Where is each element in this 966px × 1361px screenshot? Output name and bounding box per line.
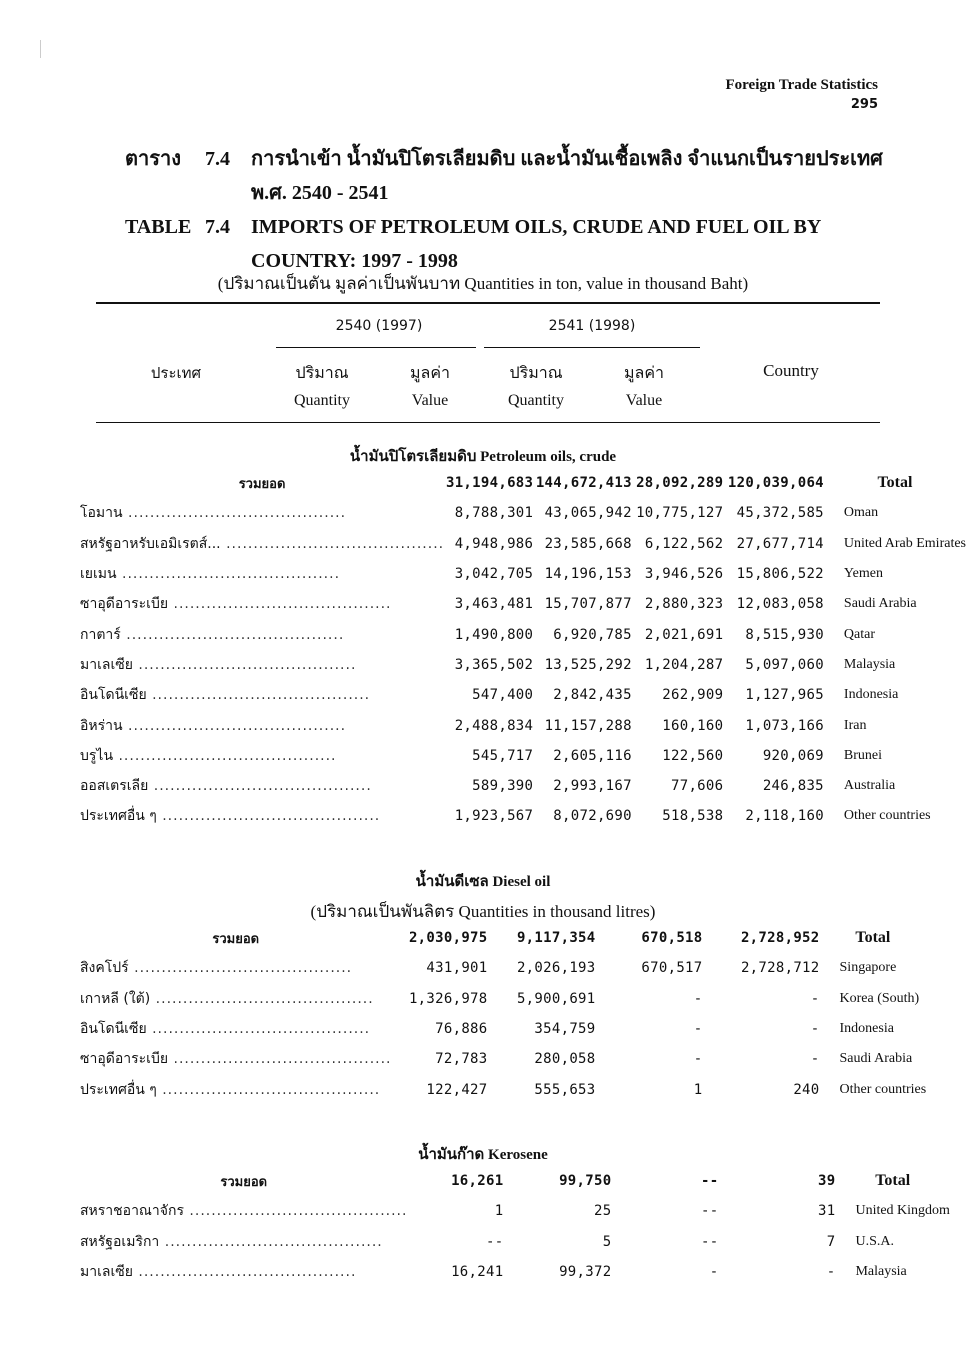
country-en-cell: United Arab Emirates — [843, 535, 966, 551]
quantity-1997-cell: 31,194,683 — [445, 475, 534, 492]
country-en-header: Country — [763, 361, 819, 380]
quantity-1998-cell: 2,880,323 — [644, 596, 724, 613]
quantity-1997-cell: -- — [485, 1233, 504, 1250]
value-1997-cell: 354,759 — [534, 1021, 596, 1038]
country-th-cell — [80, 771, 444, 801]
value-1998-cell: 2,118,160 — [745, 808, 824, 825]
leader-dots: ........................................ — [168, 1051, 392, 1068]
table-row — [80, 710, 966, 740]
quantity-1998-cell: -- — [700, 1233, 719, 1250]
quantity-1997-cell: 1,923,567 — [454, 808, 534, 825]
table-row — [80, 559, 966, 589]
country-th-cell — [80, 529, 444, 559]
quantity-1997-cell: 122,427 — [426, 1081, 488, 1098]
qty-th-label: ปริมาณ — [295, 365, 349, 382]
qty-en-label: Quantity — [294, 392, 350, 409]
thai-title-row2 — [125, 176, 885, 210]
table-row — [80, 741, 966, 771]
quantity-1997-cell: 589,390 — [472, 778, 534, 795]
value-1998-cell: - — [810, 1021, 820, 1038]
leader-dots: ........................................ — [183, 1203, 408, 1220]
table-row — [80, 1257, 950, 1287]
leader-dots: ........................................ — [146, 687, 371, 704]
table-row — [80, 680, 966, 710]
quantity-1998-cell: 670,518 — [641, 930, 703, 947]
value-1998-cell: 45,372,585 — [736, 505, 824, 522]
value-1997-cell: 8,072,690 — [553, 808, 632, 825]
country-en-cell: Qatar — [843, 626, 876, 642]
thai-table-label: ตาราง — [125, 148, 181, 170]
quantity-1998-cell: 6,122,562 — [644, 535, 724, 552]
value-1998-cell: 5,097,060 — [745, 656, 824, 673]
country-en-cell: Brunei — [843, 747, 883, 763]
value-1997-cell: 14,196,153 — [544, 566, 632, 583]
thai-table-number: 7.4 — [205, 148, 230, 170]
country-th-cell — [80, 741, 444, 771]
leader-dots: ........................................ — [128, 960, 353, 977]
value-1998-cell: 920,069 — [762, 747, 824, 764]
val-th-label: มูลค่า — [623, 365, 665, 382]
header-bottom-rule — [96, 422, 880, 423]
leader-dots: ........................................ — [150, 990, 374, 1007]
value-1997-cell: 2,605,116 — [553, 747, 632, 764]
year-1998-underline — [484, 347, 700, 348]
value-1997-cell: 13,525,292 — [544, 656, 632, 673]
leader-dots: ........................................ — [168, 596, 392, 613]
country-th-label: อินโดนีเซีย — [80, 687, 147, 704]
year-1998-header: 2541 (1998) — [548, 318, 636, 334]
country-th-cell — [80, 650, 444, 680]
quantity-1998-cell: -- — [700, 1203, 719, 1220]
quantity-1997-cell: 1,326,978 — [408, 990, 488, 1007]
total-row — [80, 1166, 950, 1196]
quantity-1997-cell: 1,490,800 — [454, 626, 534, 643]
country-en-cell: Australia — [843, 778, 896, 794]
country-th-header: ประเทศ — [150, 364, 202, 382]
country-th-label: สหราชอาณาจักร — [80, 1203, 184, 1220]
country-th-label: มาเลเซีย — [80, 1264, 133, 1281]
section-title-diesel: น้ำมันดีเซล Diesel oil — [415, 874, 551, 890]
table-row — [80, 498, 966, 528]
val-en-label: Value — [411, 392, 449, 409]
table-row — [80, 1227, 950, 1257]
country-en-cell: Indonesia — [839, 1021, 894, 1037]
country-th-label: ประเทศอื่น ๆ — [80, 1081, 157, 1098]
scan-mark — [40, 40, 41, 58]
english-table-number: 7.4 — [205, 216, 230, 238]
table-row — [80, 650, 966, 680]
quantity-1998-cell: - — [693, 990, 703, 1007]
country-en-cell: Yemen — [843, 566, 883, 582]
value-1997-cell: 43,065,942 — [544, 505, 632, 522]
country-en-cell: Malaysia — [843, 656, 896, 672]
value-1998-cell: 246,835 — [762, 778, 824, 795]
country-th-label: ออสเตรเลีย — [80, 778, 149, 795]
quantity-1998-cell: - — [693, 1021, 703, 1038]
quantity-1997-cell: 3,365,502 — [454, 656, 534, 673]
leader-dots: ........................................ — [156, 808, 381, 825]
value-1997-cell: 99,372 — [559, 1264, 612, 1281]
value-1997-cell: 555,653 — [534, 1081, 596, 1098]
value-1998-cell: - — [810, 990, 820, 1007]
leader-dots: ........................................ — [148, 778, 372, 795]
english-title-line1: IMPORTS OF PETROLEUM OILS, CRUDE AND FUEL OIL BY — [251, 216, 822, 238]
table-row — [80, 1074, 926, 1104]
thai-title-line2: พ.ศ. 2540 - 2541 — [251, 182, 389, 204]
country-en-cell: U.S.A. — [855, 1233, 894, 1249]
value-1997-cell: 99,750 — [559, 1173, 612, 1190]
quantity-1997-cell: 76,886 — [435, 1021, 488, 1038]
table-row — [80, 1044, 926, 1074]
quantity-1998-cell: 262,909 — [662, 687, 724, 704]
quantity-1998-cell: 2,021,691 — [644, 626, 724, 643]
quantity-1998-cell: 1,204,287 — [644, 656, 724, 673]
quantity-1998-cell: 10,775,127 — [636, 505, 724, 522]
country-th-label: เกาหลี (ใต้) — [80, 990, 151, 1007]
country-th-label: มาเลเซีย — [80, 656, 133, 673]
country-en-cell: United Kingdom — [855, 1203, 950, 1219]
value-1997-cell: 15,707,877 — [544, 596, 632, 613]
value-1997-cell: 144,672,413 — [535, 475, 632, 492]
val-1998-header — [598, 361, 690, 410]
leader-dots: ........................................ — [132, 1264, 357, 1281]
country-th-cell — [80, 619, 444, 649]
leader-dots: ........................................ — [122, 505, 347, 522]
value-1998-cell: 31 — [817, 1203, 836, 1220]
quantity-1997-cell: 72,783 — [435, 1051, 488, 1068]
country-en-cell: Other countries — [839, 1081, 927, 1097]
country-en-cell: Indonesia — [843, 687, 899, 703]
country-en-cell: Oman — [843, 505, 879, 521]
quantity-1997-cell: 547,400 — [472, 687, 534, 704]
table-title — [125, 142, 885, 278]
thai-title-line1: การนำเข้า น้ำมันปิโตรเลียมดิบ และน้ำมันเชื้อเพลิง จำแนกเป็นรายประเทศ — [251, 148, 883, 170]
country-th-label: บรูไน — [80, 747, 114, 764]
value-1998-cell: - — [826, 1264, 836, 1281]
quantity-1998-cell: - — [709, 1264, 719, 1281]
country-en-cell: Total — [877, 474, 913, 492]
value-1998-cell: 15,806,522 — [736, 566, 824, 583]
table-row — [80, 984, 926, 1014]
country-th-cell — [80, 1044, 392, 1074]
country-th-cell — [80, 1227, 407, 1257]
quantity-1998-cell: 518,538 — [662, 808, 724, 825]
leader-dots: ........................................ — [120, 626, 345, 643]
country-en-cell: Total — [855, 929, 891, 947]
page-number: 295 — [850, 97, 878, 112]
country-th-label: อิหร่าน — [80, 717, 123, 734]
value-1998-cell: 120,039,064 — [727, 475, 824, 492]
qty-1997-header — [276, 361, 368, 410]
country-th-cell — [80, 1257, 407, 1287]
country-th-cell — [80, 1074, 392, 1104]
table-row — [80, 589, 966, 619]
leader-dots: ........................................ — [122, 717, 347, 734]
leader-dots: ........................................ — [146, 1021, 371, 1038]
thai-title-row — [125, 142, 885, 176]
country-th-cell — [80, 953, 392, 983]
quantity-1997-cell: 4,948,986 — [454, 535, 534, 552]
quantity-1997-cell: 2,030,975 — [408, 930, 488, 947]
leader-dots: ........................................ — [132, 656, 357, 673]
value-1998-cell: 12,083,058 — [736, 596, 824, 613]
value-1998-cell: 8,515,930 — [745, 626, 824, 643]
english-title-row — [125, 210, 885, 244]
value-1997-cell: 6,920,785 — [553, 626, 632, 643]
country-th-label: สหรัฐอาหรับเอมิเรตส์... — [80, 535, 221, 552]
country-en-cell: Saudi Arabia — [843, 596, 917, 612]
country-th-cell: รวมยอด — [220, 1174, 268, 1190]
total-row — [80, 923, 926, 953]
value-1998-cell: 7 — [826, 1233, 836, 1250]
table-row — [80, 1014, 926, 1044]
english-title-line2: COUNTRY: 1997 - 1998 — [251, 250, 458, 272]
quantity-1997-cell: 3,463,481 — [454, 596, 534, 613]
value-1997-cell: 23,585,668 — [544, 535, 632, 552]
country-th-cell: รวมยอด — [238, 476, 286, 492]
country-en-cell: Other countries — [843, 808, 931, 824]
value-1998-cell: 27,677,714 — [736, 535, 824, 552]
quantity-1997-cell: 2,488,834 — [454, 717, 534, 734]
quantity-1998-cell: 77,606 — [671, 778, 724, 795]
qty-th-label: ปริมาณ — [509, 365, 563, 382]
value-1997-cell: 280,058 — [534, 1051, 596, 1068]
quantity-1998-cell: 28,092,289 — [636, 475, 724, 492]
value-1998-cell: 1,127,965 — [745, 687, 824, 704]
value-1997-cell: 2,842,435 — [553, 687, 632, 704]
running-header — [726, 76, 879, 114]
quantity-1997-cell: 16,261 — [451, 1173, 504, 1190]
value-1997-cell: 5 — [602, 1233, 612, 1250]
country-en-cell: Singapore — [839, 960, 897, 976]
table-row — [80, 771, 966, 801]
quantity-1997-cell: 16,241 — [451, 1264, 504, 1281]
value-1998-cell: - — [810, 1051, 820, 1068]
diesel-oil-table — [80, 923, 926, 1105]
value-1998-cell: 240 — [793, 1081, 820, 1098]
diesel-units-note: (ปริมาณเป็นพันลิตร Quantities in thousand litres) — [310, 902, 656, 921]
country-th-cell — [80, 1196, 407, 1226]
value-1997-cell: 11,157,288 — [544, 717, 632, 734]
leader-dots: ........................................ — [159, 1233, 383, 1250]
value-1997-cell: 5,900,691 — [516, 990, 596, 1007]
country-th-label: สหรัฐอเมริกา — [80, 1233, 160, 1250]
table-row — [80, 529, 966, 559]
total-row — [80, 468, 966, 498]
country-th-cell — [80, 680, 444, 710]
val-en-label: Value — [625, 392, 663, 409]
country-th-cell: รวมยอด — [212, 931, 260, 947]
leader-dots: ........................................ — [113, 747, 337, 764]
quantity-1997-cell: 1 — [494, 1203, 504, 1220]
country-en-cell: Saudi Arabia — [839, 1051, 913, 1067]
kerosene-rows — [80, 1166, 950, 1287]
country-th-label: อินโดนีเซีย — [80, 1021, 147, 1038]
leader-dots: ........................................ — [156, 1081, 381, 1098]
country-th-label: สิงคโปร์ — [80, 960, 129, 977]
qty-en-label: Quantity — [508, 392, 564, 409]
quantity-1998-cell: 3,946,526 — [644, 566, 724, 583]
section-title-kerosene: น้ำมันก๊าด Kerosene — [418, 1147, 548, 1163]
english-table-label: TABLE — [125, 216, 192, 238]
country-en-cell: Korea (South) — [839, 990, 920, 1006]
country-th-label: โอมาน — [80, 505, 123, 522]
quantity-1998-cell: 122,560 — [662, 747, 724, 764]
table-row — [80, 801, 966, 831]
country-th-cell — [80, 589, 444, 619]
value-1997-cell: 2,026,193 — [516, 960, 596, 977]
country-th-cell — [80, 710, 444, 740]
quantity-1998-cell: 160,160 — [662, 717, 724, 734]
quantity-1997-cell: 545,717 — [472, 747, 534, 764]
table-row — [80, 1196, 950, 1226]
val-th-label: มูลค่า — [409, 365, 451, 382]
year-1997-underline — [276, 347, 476, 348]
quantity-1997-cell: 8,788,301 — [454, 505, 534, 522]
table-row — [80, 619, 966, 649]
value-1998-cell: 2,728,712 — [740, 960, 820, 977]
country-th-label: กาตาร์ — [80, 626, 121, 643]
country-en-cell: Total — [875, 1172, 911, 1190]
section-title-crude: น้ำมันปิโตรเลียมดิบ Petroleum oils, crude — [349, 449, 617, 465]
country-th-cell — [80, 1014, 392, 1044]
quantity-1997-cell: 431,901 — [426, 960, 488, 977]
units-note: (ปริมาณเป็นตัน มูลค่าเป็นพันบาท Quantities in ton, value in thousand Baht) — [217, 274, 749, 293]
country-th-cell — [80, 984, 392, 1014]
crude-oil-table — [80, 468, 966, 832]
quantity-1998-cell: 670,517 — [641, 960, 703, 977]
val-1997-header — [384, 361, 476, 410]
kerosene-table — [80, 1166, 950, 1287]
crude-oil-rows — [80, 468, 966, 832]
country-en-cell: Iran — [843, 717, 867, 733]
country-th-label: ซาอุดีอาระเบีย — [80, 1051, 169, 1068]
leader-dots: ........................................ — [116, 566, 341, 583]
value-1997-cell: 9,117,354 — [516, 930, 596, 947]
country-th-cell — [80, 559, 444, 589]
value-1997-cell: 25 — [593, 1203, 612, 1220]
country-th-label: ประเทศอื่น ๆ — [80, 808, 157, 825]
value-1998-cell: 1,073,166 — [745, 717, 824, 734]
country-th-cell — [80, 801, 444, 831]
publication-title: Foreign Trade Statistics — [725, 77, 878, 93]
quantity-1998-cell: 1 — [693, 1081, 703, 1098]
value-1998-cell: 2,728,952 — [740, 930, 820, 947]
qty-1998-header — [490, 361, 582, 410]
leader-dots: ........................................ — [220, 535, 445, 552]
top-rule — [96, 302, 880, 304]
country-th-label: ซาอุดีอาระเบีย — [80, 596, 169, 613]
quantity-1998-cell: - — [693, 1051, 703, 1068]
diesel-oil-rows — [80, 923, 926, 1105]
quantity-1998-cell: -- — [700, 1173, 719, 1190]
table-row — [80, 953, 926, 983]
country-en-cell: Malaysia — [855, 1264, 907, 1280]
year-1997-header: 2540 (1997) — [335, 318, 423, 334]
value-1997-cell: 2,993,167 — [553, 778, 632, 795]
country-th-cell — [80, 498, 444, 528]
country-th-label: เยเมน — [80, 566, 117, 583]
value-1998-cell: 39 — [817, 1173, 836, 1190]
quantity-1997-cell: 3,042,705 — [454, 566, 534, 583]
